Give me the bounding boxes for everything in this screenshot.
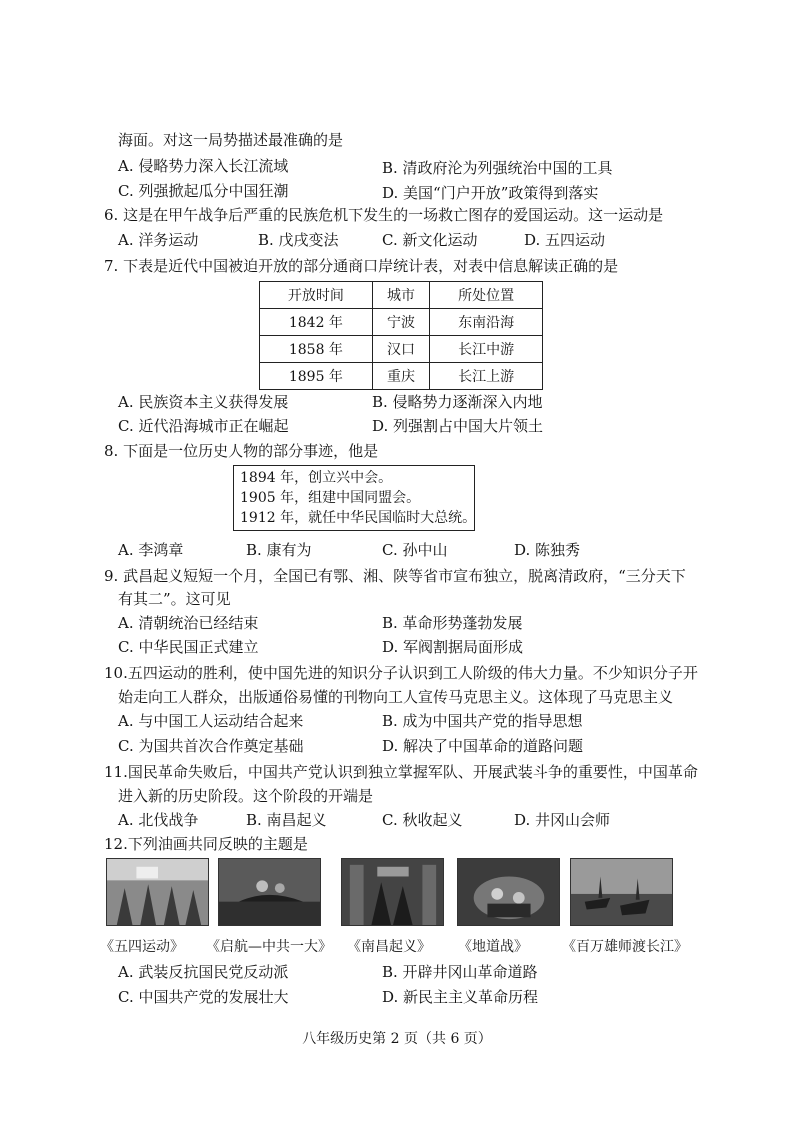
table-cell: 1895 年 [260,363,373,390]
table-row [260,309,543,336]
q12-option-d: D. 新民主主义革命历程 [382,988,539,1006]
q8-fact: 1894 年，创立兴中会。 [240,470,393,486]
painting-caption: 《五四运动》 [100,939,184,955]
q5-option-a: A. 侵略势力深入长江流域 [118,157,289,175]
painting-caption: 《百万雄师渡长江》 [562,939,688,955]
q9-option-c: C. 中华民国正式建立 [118,638,259,656]
table-header: 所处位置 [430,282,543,309]
page-footer: 八年级历史第 2 页（共 6 页） [302,1031,492,1047]
q12-option-b: B. 开辟井冈山革命道路 [382,963,538,981]
q8-fact: 1905 年，组建中国同盟会。 [240,490,421,506]
q6-option-d: D. 五四运动 [524,231,606,249]
q8-stem: 8. 下面是一位历史人物的部分事迹，他是 [104,442,379,460]
q11-stem-line2: 进入新的历史阶段。这个阶段的开端是 [118,787,374,805]
table-cell: 1842 年 [260,309,373,336]
painting-may-fourth [106,858,209,926]
q9-option-b: B. 革命形势蓬勃发展 [382,614,523,632]
table-cell: 长江上游 [430,363,543,390]
q10-option-c: C. 为国共首次合作奠定基础 [118,737,304,755]
table-row [260,336,543,363]
table-cell: 1858 年 [260,336,373,363]
table-cell: 长江中游 [430,336,543,363]
painting-qihang [218,858,321,926]
q5-option-d: D. 美国“门户开放”政策得到落实 [382,184,599,202]
q11-option-d: D. 井冈山会师 [514,811,611,829]
q12-option-a: A. 武装反抗国民党反动派 [118,963,289,981]
q9-stem-line1: 9. 武昌起义短短一个月，全国已有鄂、湘、陕等省市宣布独立，脱离清政府，“三分天下 [104,567,686,585]
q7-option-b: B. 侵略势力逐渐深入内地 [372,393,543,411]
q9-stem-line2: 有其二”。这可见 [118,590,231,608]
q6-option-c: C. 新文化运动 [382,231,478,249]
q10-option-b: B. 成为中国共产党的指导思想 [382,712,583,730]
ports-table [259,281,543,390]
painting-crossing-yangtze [570,858,673,926]
q10-stem-line2: 始走向工人群众，出版通俗易懂的刊物向工人宣传马克思主义。这体现了马克思主义 [118,688,674,706]
q12-option-c: C. 中国共产党的发展壮大 [118,988,289,1006]
q5-option-b: B. 清政府沦为列强统治中国的工具 [382,159,613,177]
q8-option-b: B. 康有为 [246,541,312,559]
q11-option-a: A. 北伐战争 [118,811,199,829]
table-header: 开放时间 [260,282,373,309]
painting-nanchang [341,858,444,926]
q11-option-b: B. 南昌起义 [246,811,327,829]
q6-option-b: B. 戊戌变法 [258,231,339,249]
q8-option-d: D. 陈独秀 [514,541,581,559]
painting-caption: 《地道战》 [458,939,528,955]
q10-option-a: A. 与中国工人运动结合起来 [118,712,304,730]
table-header: 城市 [372,282,429,309]
table-row [260,363,543,390]
q10-stem-line1: 10.五四运动的胜利，使中国先进的知识分子认识到工人阶级的伟大力量。不少知识分子开 [104,664,698,682]
q11-stem-line1: 11.国民革命失败后，中国共产党认识到独立掌握军队、开展武装斗争的重要性，中国革命 [104,763,698,781]
q7-option-a: A. 民族资本主义获得发展 [118,393,289,411]
q8-fact: 1912 年，就任中华民国临时大总统。 [240,510,477,526]
table-header-row [260,282,543,309]
q5-option-c: C. 列强掀起瓜分中国狂潮 [118,182,289,200]
q6-stem: 6. 这是在甲午战争后严重的民族危机下发生的一场救亡图存的爱国运动。这一运动是 [104,206,664,224]
table-cell: 宁波 [372,309,429,336]
table-cell: 汉口 [372,336,429,363]
table-cell: 东南沿海 [430,309,543,336]
table-cell: 重庆 [372,363,429,390]
painting-caption: 《南昌起义》 [347,939,431,955]
q11-option-c: C. 秋收起义 [382,811,463,829]
q12-stem: 12.下列油画共同反映的主题是 [104,835,308,853]
q8-facts-box [233,465,475,531]
q8-option-a: A. 李鸿章 [118,541,184,559]
painting-tunnel-war [457,858,560,926]
q10-option-d: D. 解决了中国革命的道路问题 [382,737,584,755]
q7-stem: 7. 下表是近代中国被迫开放的部分通商口岸统计表，对表中信息解读正确的是 [104,257,619,275]
q5-stem-tail: 海面。对这一局势描述最准确的是 [118,131,344,149]
q7-option-d: D. 列强割占中国大片领土 [372,417,544,435]
q9-option-a: A. 清朝统治已经结束 [118,614,259,632]
q9-option-d: D. 军阀割据局面形成 [382,638,524,656]
q6-option-a: A. 洋务运动 [118,231,199,249]
q8-option-c: C. 孙中山 [382,541,448,559]
painting-caption: 《启航—中共一大》 [206,939,332,955]
q7-option-c: C. 近代沿海城市正在崛起 [118,417,289,435]
